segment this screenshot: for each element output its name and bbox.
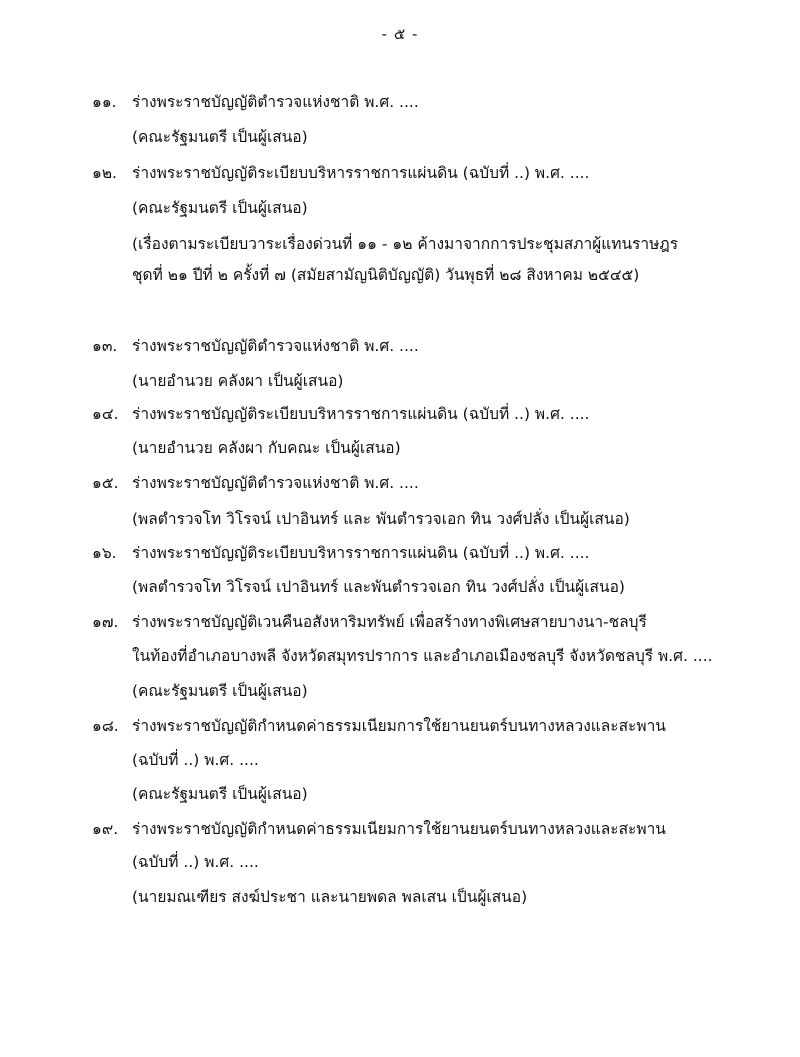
item-title: ร่างพระราชบัญญัติตำรวจแห่งชาติ พ.ศ. .... xyxy=(132,93,419,111)
item-number: ๑๗. xyxy=(92,613,119,631)
item-number: ๑๔. xyxy=(92,405,119,423)
item-title-cont: (ฉบับที่ ..) พ.ศ. .... xyxy=(132,853,259,871)
item-proposer: (นายมณเฑียร สงฆ์ประชา และนายพดล พลเสน เป็นผู้เสนอ) xyxy=(132,888,528,906)
item-title-cont: (ฉบับที่ ..) พ.ศ. .... xyxy=(132,751,259,769)
item-title: ร่างพระราชบัญญัติระเบียบบริหารราชการแผ่นดิน (ฉบับที่ ..) พ.ศ. .... xyxy=(132,164,590,182)
item-number: ๑๖. xyxy=(92,544,117,562)
item-proposer: (คณะรัฐมนตรี เป็นผู้เสนอ) xyxy=(132,785,308,803)
item-number: ๑๒. xyxy=(92,164,117,182)
item-proposer: (คณะรัฐมนตรี เป็นผู้เสนอ) xyxy=(132,199,308,217)
item-proposer: (นายอำนวย คลังผา กับคณะ เป็นผู้เสนอ) xyxy=(132,439,401,457)
item-title: ร่างพระราชบัญญัติตำรวจแห่งชาติ พ.ศ. .... xyxy=(132,474,419,492)
item-title: ร่างพระราชบัญญัติกำหนดค่าธรรมเนียมการใช้ยานยนตร์บนทางหลวงและสะพาน xyxy=(132,820,666,838)
item-title: ร่างพระราชบัญญัติระเบียบบริหารราชการแผ่นดิน (ฉบับที่ ..) พ.ศ. .... xyxy=(132,405,590,423)
item-title: ร่างพระราชบัญญัติกำหนดค่าธรรมเนียมการใช้ยานยนตร์บนทางหลวงและสะพาน xyxy=(132,717,666,735)
item-proposer: (นายอำนวย คลังผา เป็นผู้เสนอ) xyxy=(132,372,344,390)
item-proposer: (พลตำรวจโท วิโรจน์ เปาอินทร์ และพันตำรวจเอก ทิน วงศ์ปลั่ง เป็นผู้เสนอ) xyxy=(132,578,625,596)
item-number: ๑๓. xyxy=(92,337,118,355)
item-note: ชุดที่ ๒๑ ปีที่ ๒ ครั้งที่ ๗ (สมัยสามัญนิติบัญญัติ) วันพุธที่ ๒๘ สิงหาคม ๒๕๔๕) xyxy=(132,266,640,284)
item-proposer: (คณะรัฐมนตรี เป็นผู้เสนอ) xyxy=(132,682,308,700)
item-proposer: (พลตำรวจโท วิโรจน์ เปาอินทร์ และ พันตำรวจเอก ทิน วงศ์ปลั่ง เป็นผู้เสนอ) xyxy=(132,510,630,528)
item-number: ๑๕. xyxy=(92,474,119,492)
item-note: (เรื่องตามระเบียบวาระเรื่องด่วนที่ ๑๑ - ๑๒ ค้างมาจากการประชุมสภาผู้แทนราษฎร xyxy=(132,235,679,253)
page-number: - ๕ - xyxy=(381,25,419,43)
item-title: ร่างพระราชบัญญัติระเบียบบริหารราชการแผ่นดิน (ฉบับที่ ..) พ.ศ. .... xyxy=(132,544,590,562)
item-title: ร่างพระราชบัญญัติเวนคืนอสังหาริมทรัพย์ เพื่อสร้างทางพิเศษสายบางนา-ชลบุรี xyxy=(132,613,647,631)
item-title-cont: ในท้องที่อำเภอบางพลี จังหวัดสมุทรปราการ และอำเภอเมืองชลบุรี จังหวัดชลบุรี พ.ศ. .... xyxy=(132,647,713,665)
item-number: ๑๙. xyxy=(92,820,119,838)
item-number: ๑๑. xyxy=(92,93,117,111)
item-title: ร่างพระราชบัญญัติตำรวจแห่งชาติ พ.ศ. .... xyxy=(132,337,419,355)
item-proposer: (คณะรัฐมนตรี เป็นผู้เสนอ) xyxy=(132,128,308,146)
item-number: ๑๘. xyxy=(92,717,119,735)
